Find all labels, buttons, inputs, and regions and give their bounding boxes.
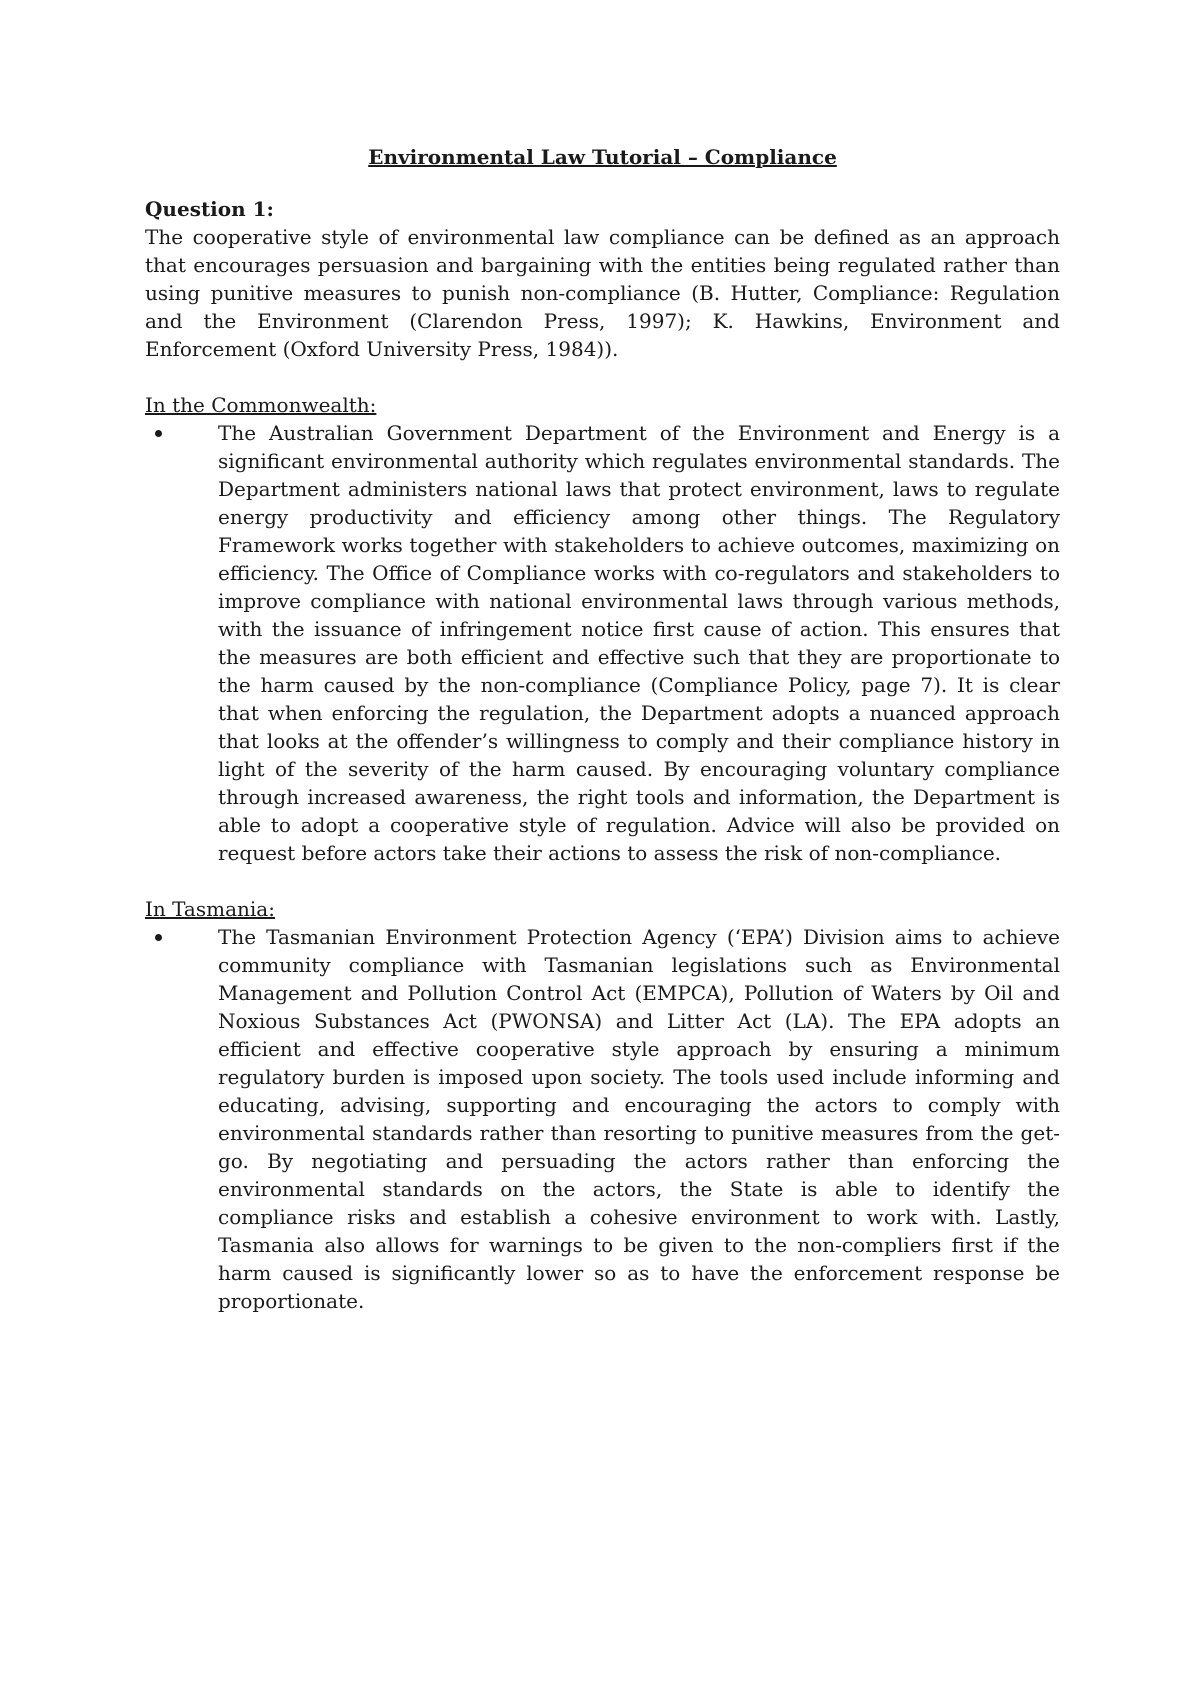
document-page — [145, 143, 1060, 1315]
section-heading-commonwealth: In the Commonwealth: — [145, 393, 377, 417]
bullet-text: The Australian Government Department of the Environment and Energy is a significant environmental authority which regulates environmental standards. The Department administers national laws that protect environment, laws to regulate energy productivity and efficiency among other things. The Regulatory Framework works together with stakeholders to achieve outcomes, maximizing on efficiency. The Office of Compliance works with co-regulators and stakeholders to improve compliance with national environmental laws through various methods, with the issuance of infringement notice first cause of action. This ensures that the measures are both efficient and effective such that they are proportionate to the harm caused by the non-compliance (Compliance Policy, page 7). It is clear that when enforcing the regulation, the Department adopts a nuanced approach that looks at the offender’s willingness to comply and their compliance history in light of the severity of the harm caused. By encouraging voluntary compliance through increased awareness, the right tools and information, the Department is able to adopt a cooperative style of regulation. Advice will also be provided on request before actors take their actions to assess the risk of non-compliance. — [218, 421, 1060, 865]
document-title: Environmental Law Tutorial – Compliance — [368, 145, 837, 169]
bullet-icon — [155, 430, 162, 437]
intro-paragraph: The cooperative style of environmental law compliance can be defined as an approach that encourages persuasion and bargaining with the entities being regulated rather than using punitive measures to punish non-compliance (B. Hutter, Compliance: Regulation and the Environment (Clarendon Press, 1997); K. Hawkins, Environment and Enforcement (Oxford University Press, 1984)). — [145, 225, 1060, 361]
section-heading-tasmania: In Tasmania: — [145, 897, 275, 921]
list-item — [145, 923, 1060, 1315]
commonwealth-bullet-list — [145, 419, 1060, 867]
list-item — [145, 419, 1060, 867]
tasmania-bullet-list — [145, 923, 1060, 1315]
bullet-icon — [155, 934, 162, 941]
question-heading: Question 1: — [145, 197, 274, 221]
bullet-text: The Tasmanian Environment Protection Agency (‘EPA’) Division aims to achieve community compliance with Tasmanian legislations such as Environmental Management and Pollution Control Act (EMPCA), Pollution of Waters by Oil and Noxious Substances Act (PWONSA) and Litter Act (LA). The EPA adopts an efficient and effective cooperative style approach by ensuring a minimum regulatory burden is imposed upon society. The tools used include informing and educating, advising, supporting and encouraging the actors to comply with environmental standards rather than resorting to punitive measures from the get-go. By negotiating and persuading the actors rather than enforcing the environmental standards on the actors, the State is able to identify the compliance risks and establish a cohesive environment to work with. Lastly, Tasmania also allows for warnings to be given to the non-compliers first if the harm caused is significantly lower so as to have the enforcement response be proportionate. — [218, 925, 1060, 1313]
